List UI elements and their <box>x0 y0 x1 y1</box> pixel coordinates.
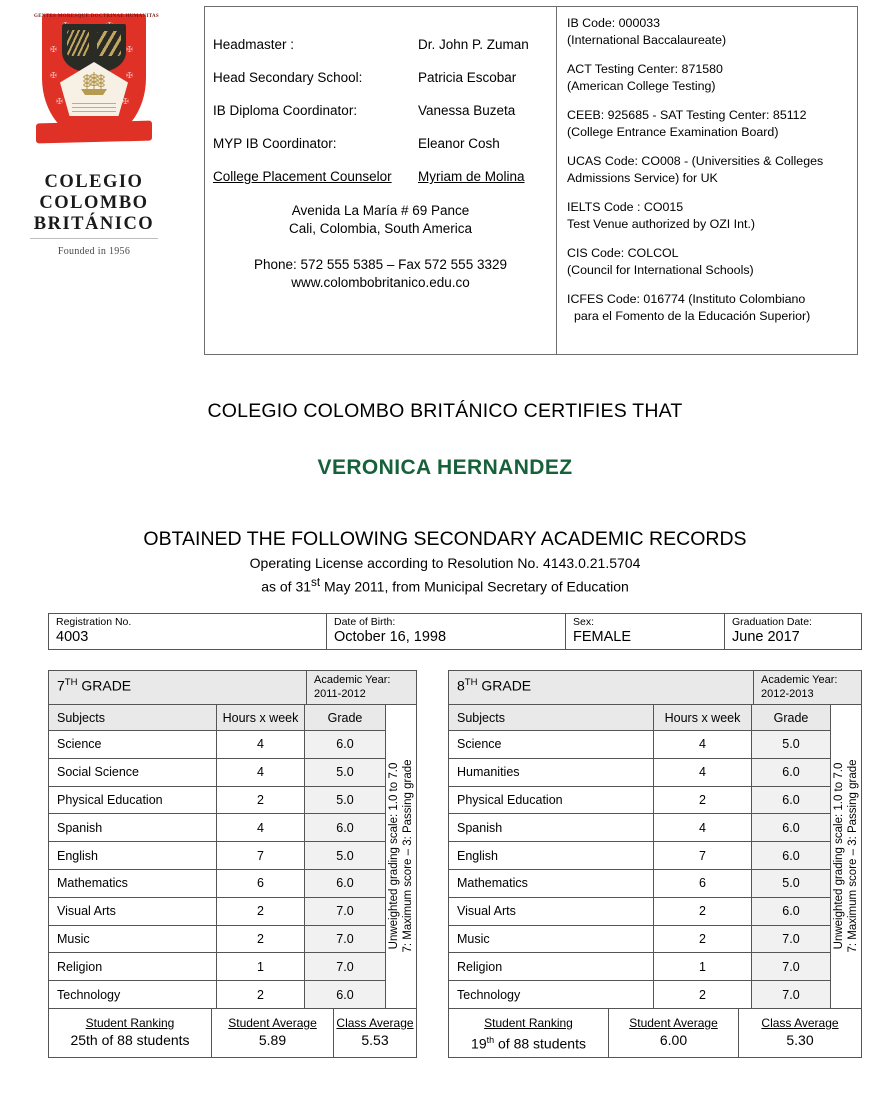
cell-subject: Spanish <box>49 814 217 841</box>
license-date-prefix: as of 31 <box>261 578 312 595</box>
staff-name: Vanessa Buzeta <box>418 103 516 118</box>
code-block-ucas <box>567 153 851 186</box>
table-row <box>449 981 830 1008</box>
license-date-ordinal: st <box>311 576 321 589</box>
table-row <box>49 981 385 1008</box>
obtained-records-heading: OBTAINED THE FOLLOWING SECONDARY ACADEMIC RECORDS <box>143 528 747 550</box>
cell-hours: 2 <box>654 926 752 953</box>
table-row <box>49 870 385 898</box>
cell-grade: 6.0 <box>752 898 830 925</box>
cell-hours: 2 <box>217 898 305 925</box>
staff-role: College Placement Counselor <box>213 169 392 184</box>
ranking-label: Student Ranking <box>484 1015 573 1030</box>
cell-subject: English <box>449 842 654 869</box>
grade-ordinal: TH <box>64 677 78 688</box>
grade-table-footer <box>449 1008 861 1057</box>
code-block-ceeb <box>567 107 851 140</box>
student-average-value: 6.00 <box>659 1031 688 1048</box>
code-line-primary: IB Code: 000033 <box>567 16 661 30</box>
cell-grade: 6.0 <box>752 842 830 869</box>
class-average-label: Class Average <box>336 1015 414 1030</box>
staff-row <box>213 37 548 52</box>
cell-subject: Physical Education <box>449 787 654 814</box>
table-row <box>449 870 830 898</box>
license-date-suffix: May 2011, from Municipal Secretary of Education <box>320 578 629 595</box>
staff-role: Head Secondary School: <box>213 70 363 85</box>
grade-table-title <box>49 671 306 704</box>
license-line-2 <box>0 573 890 597</box>
info-value: FEMALE <box>573 629 632 645</box>
address-block <box>213 202 548 238</box>
class-average-value: 5.53 <box>361 1031 389 1048</box>
info-cell-date-of-birth <box>327 614 566 649</box>
code-block-ib <box>567 15 851 48</box>
cell-hours: 1 <box>654 953 752 980</box>
code-line-primary: UCAS Code: CO008 - (Universities & Colleges <box>567 154 824 168</box>
cell-hours: 2 <box>217 926 305 953</box>
table-row <box>49 953 385 981</box>
cell-hours: 4 <box>654 759 752 786</box>
staff-name: Patricia Escobar <box>418 70 517 85</box>
code-line-secondary: para el Fomento de la Educación Superior) <box>574 308 811 323</box>
info-label: Registration No. <box>56 616 132 628</box>
cell-grade: 7.0 <box>305 898 385 925</box>
cell-grade: 6.0 <box>305 870 385 897</box>
cell-subject: Religion <box>449 953 654 980</box>
grading-scale-note <box>830 705 861 1008</box>
cell-hours: 7 <box>654 842 752 869</box>
staff-row <box>213 169 548 184</box>
address-line-2: Cali, Colombia, South America <box>288 221 473 236</box>
cell-subject: Science <box>449 731 654 758</box>
license-line-1: Operating License according to Resolution No. 4143.0.21.5704 <box>249 555 641 571</box>
table-row <box>449 814 830 842</box>
staff-and-address-panel <box>205 7 557 354</box>
info-value: October 16, 1998 <box>334 629 447 645</box>
cell-hours: 4 <box>217 814 305 841</box>
student-average-value: 5.89 <box>258 1031 287 1048</box>
certifies-heading: COLEGIO COLOMBO BRITÁNICO CERTIFIES THAT <box>207 400 683 422</box>
info-label: Sex: <box>573 616 595 628</box>
cell-grade: 5.0 <box>305 842 385 869</box>
cell-hours: 2 <box>654 787 752 814</box>
table-row <box>449 787 830 815</box>
ship-icon <box>79 72 109 98</box>
school-logo-block <box>14 6 174 257</box>
cell-hours: 4 <box>654 731 752 758</box>
cell-subject: English <box>49 842 217 869</box>
website-link[interactable]: www.colombobritanico.edu.co <box>291 275 470 290</box>
academic-year-cell <box>753 671 861 704</box>
ranking-label: Student Ranking <box>85 1015 175 1030</box>
column-header-hours: Hours x week <box>654 705 752 730</box>
ranking-suffix: of 88 students <box>494 1035 586 1052</box>
code-line-secondary: (American College Testing) <box>567 78 716 93</box>
code-line-secondary: (Council for International Schools) <box>567 262 754 277</box>
cell-hours: 2 <box>217 787 305 814</box>
staff-name: Eleanor Cosh <box>418 136 500 151</box>
footer-cell-class-average <box>739 1009 861 1057</box>
cell-grade: 5.0 <box>752 731 830 758</box>
academic-year-value: 2011-2012 <box>314 688 366 700</box>
school-name-wordmark <box>14 172 174 235</box>
cell-grade: 5.0 <box>305 787 385 814</box>
info-cell-sex <box>566 614 725 649</box>
school-name-line-1: COLEGIO <box>44 172 144 192</box>
cell-hours: 1 <box>217 953 305 980</box>
grade-table-title <box>449 671 753 704</box>
code-line-secondary: Admissions Service) for UK <box>567 170 718 185</box>
cell-grade: 6.0 <box>305 731 385 758</box>
code-block-icfes <box>567 291 851 324</box>
grade-number: 7 <box>57 677 65 694</box>
grade-ordinal: TH <box>464 677 478 688</box>
cell-subject: Mathematics <box>49 870 217 897</box>
grading-scale-line-1: Unweighted grading scale: 1.0 to 7.0 <box>388 763 400 950</box>
info-cell-registration <box>49 614 327 649</box>
cell-hours: 4 <box>217 759 305 786</box>
cell-hours: 4 <box>654 814 752 841</box>
table-row <box>449 731 830 759</box>
class-average-label: Class Average <box>761 1015 839 1030</box>
table-row <box>49 926 385 954</box>
cell-subject: Science <box>49 731 217 758</box>
school-name-line-2: COLOMBO <box>39 193 149 213</box>
cell-subject: Spanish <box>449 814 654 841</box>
cell-grade: 7.0 <box>752 981 830 1008</box>
column-header-subjects: Subjects <box>449 705 654 730</box>
student-name-heading: VERONICA HERNANDEZ <box>317 456 573 479</box>
operating-license-text <box>0 553 890 597</box>
crest-motto: GENTES MORESQUE DOCTRINAE HUMANITAS <box>34 14 160 19</box>
cell-grade: 6.0 <box>752 759 830 786</box>
grade-table-title-row <box>49 671 416 705</box>
school-name-line-3: BRITÁNICO <box>33 214 155 234</box>
phone-line: Phone: 572 555 5385 – Fax 572 555 3329 <box>254 257 507 272</box>
grading-scale-note <box>385 705 416 1008</box>
table-row <box>49 898 385 926</box>
code-line-primary: CIS Code: COLCOL <box>567 246 679 260</box>
staff-name: Myriam de Molina <box>418 169 525 184</box>
code-block-ielts <box>567 199 851 232</box>
staff-row <box>213 70 548 85</box>
staff-role: IB Diploma Coordinator: <box>213 103 358 118</box>
cell-hours: 2 <box>217 981 305 1008</box>
grade-table-8th <box>448 670 862 1058</box>
cell-subject: Music <box>49 926 217 953</box>
info-value: June 2017 <box>732 629 800 645</box>
ranking-value <box>449 1031 608 1054</box>
cell-grade: 7.0 <box>752 926 830 953</box>
school-header-box <box>204 6 858 355</box>
grade-word: GRADE <box>77 677 132 694</box>
code-block-cis <box>567 245 851 278</box>
cell-subject: Religion <box>49 953 217 980</box>
code-line-secondary: (College Entrance Examination Board) <box>567 124 779 139</box>
cell-hours: 4 <box>217 731 305 758</box>
school-crest-icon: ✠ ✠ ✠ ✠ ✠ ✠ GENTES MORESQUE DOCTRINAE HUMANITAS <box>34 10 154 168</box>
table-row <box>449 953 830 981</box>
academic-year-cell <box>306 671 416 704</box>
code-line-primary: ICFES Code: 016774 (Instituto Colombiano <box>567 292 806 306</box>
student-average-label: Student Average <box>228 1015 317 1030</box>
cell-subject: Physical Education <box>49 787 217 814</box>
staff-role: MYP IB Coordinator: <box>213 136 337 151</box>
code-line-primary: CEEB: 925685 - SAT Testing Center: 85112 <box>567 108 807 122</box>
column-header-grade: Grade <box>305 705 385 730</box>
cell-hours: 6 <box>217 870 305 897</box>
ranking-ordinal: th <box>486 1034 495 1045</box>
cell-hours: 2 <box>654 898 752 925</box>
contact-block <box>213 256 548 292</box>
cell-subject: Mathematics <box>449 870 654 897</box>
staff-name: Dr. John P. Zuman <box>418 37 529 52</box>
code-line-secondary: Test Venue authorized by OZI Int.) <box>567 216 756 231</box>
table-row <box>49 842 385 870</box>
footer-cell-student-average <box>212 1009 334 1057</box>
address-line-1: Avenida La María # 69 Pance <box>291 203 470 218</box>
table-row <box>49 814 385 842</box>
academic-year-value: 2012-2013 <box>761 688 814 700</box>
cell-subject: Visual Arts <box>49 898 217 925</box>
table-row <box>49 759 385 787</box>
table-row <box>49 787 385 815</box>
cell-subject: Technology <box>449 981 654 1008</box>
cell-grade: 5.0 <box>752 870 830 897</box>
ranking-value: 25th of 88 students <box>70 1031 190 1048</box>
cell-hours: 7 <box>217 842 305 869</box>
staff-role: Headmaster : <box>213 37 295 52</box>
academic-year-label: Academic Year: <box>761 674 838 686</box>
cell-grade: 7.0 <box>305 953 385 980</box>
grade-table-footer <box>49 1008 416 1057</box>
cell-grade: 6.0 <box>305 981 385 1008</box>
footer-cell-ranking <box>449 1009 609 1057</box>
student-average-label: Student Average <box>629 1015 718 1030</box>
cell-hours: 2 <box>654 981 752 1008</box>
info-value: 4003 <box>56 629 89 645</box>
table-row <box>449 842 830 870</box>
grade-table-header-row <box>49 705 385 731</box>
grade-number: 8 <box>457 677 465 694</box>
cell-subject: Humanities <box>449 759 654 786</box>
table-row <box>449 759 830 787</box>
cell-grade: 6.0 <box>305 814 385 841</box>
class-average-value: 5.30 <box>786 1031 814 1048</box>
column-header-hours: Hours x week <box>217 705 305 730</box>
table-row <box>449 926 830 954</box>
cell-grade: 5.0 <box>305 759 385 786</box>
grading-scale-line-2: 7: Maximum score – 3: Passing grade <box>847 759 859 953</box>
cell-grade: 6.0 <box>752 814 830 841</box>
grade-table-body <box>49 705 416 1008</box>
staff-row <box>213 103 548 118</box>
table-row <box>49 731 385 759</box>
grade-table-body <box>449 705 861 1008</box>
cell-grade: 7.0 <box>305 926 385 953</box>
footer-cell-ranking <box>49 1009 212 1057</box>
footer-cell-student-average <box>609 1009 739 1057</box>
code-line-secondary: (International Baccalaureate) <box>567 32 727 47</box>
accreditation-codes-panel <box>557 7 857 354</box>
staff-row <box>213 136 548 151</box>
cell-grade: 6.0 <box>752 787 830 814</box>
column-header-grade: Grade <box>752 705 830 730</box>
cell-subject: Technology <box>49 981 217 1008</box>
code-line-primary: ACT Testing Center: 871580 <box>567 62 723 76</box>
code-block-act <box>567 61 851 94</box>
ranking-number: 19 <box>471 1035 487 1052</box>
column-header-subjects: Subjects <box>49 705 217 730</box>
grading-scale-line-1: Unweighted grading scale: 1.0 to 7.0 <box>833 763 845 950</box>
info-label: Date of Birth: <box>334 616 396 628</box>
student-info-strip <box>48 613 862 650</box>
cell-grade: 7.0 <box>752 953 830 980</box>
cell-hours: 6 <box>654 870 752 897</box>
grade-table-header-row <box>449 705 830 731</box>
info-label: Graduation Date: <box>732 616 812 628</box>
grading-scale-line-2: 7: Maximum score – 3: Passing grade <box>402 759 414 953</box>
grade-word: GRADE <box>477 677 532 694</box>
grade-table-7th <box>48 670 417 1058</box>
cell-subject: Visual Arts <box>449 898 654 925</box>
founded-text: Founded in 1956 <box>57 246 131 257</box>
info-cell-graduation-date <box>725 614 861 649</box>
grade-table-title-row <box>449 671 861 705</box>
footer-cell-class-average <box>334 1009 416 1057</box>
logo-divider <box>30 238 158 239</box>
cell-subject: Music <box>449 926 654 953</box>
code-line-primary: IELTS Code : CO015 <box>567 200 684 214</box>
academic-year-label: Academic Year: <box>314 674 391 686</box>
table-row <box>449 898 830 926</box>
cell-subject: Social Science <box>49 759 217 786</box>
